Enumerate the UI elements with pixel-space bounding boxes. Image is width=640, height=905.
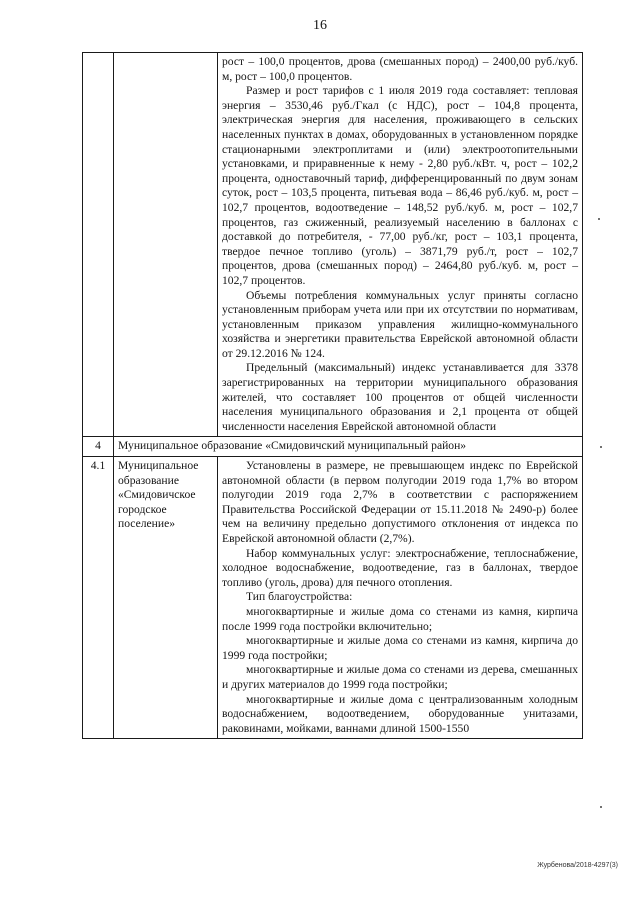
paragraph: Предельный (максимальный) индекс устанавливается для 3378 зарегистрированных на территории муниципального образования жителей, что составляет 100 процентов от общей численности населения муниципального образования и 2,1 процента от общей численности населения Еврейской автономной области bbox=[222, 361, 578, 433]
paragraph: Установлены в размере, не превышающем индекс по Еврейской автономной области (в первом полугодии 2019 года 1,7% во втором полугодии 2019 года 2,7% в соответствии с распоряжением Правительства Российской Федерации от 15.11.2018 № 2490-р) более чем на величину предельно допустимого отклонения от индекса по Еврейской автономной области (2,7%). bbox=[222, 459, 578, 545]
scan-speck bbox=[600, 446, 602, 448]
paragraph: рост – 100,0 процентов, дрова (смешанных пород) – 2400,00 руб./куб. м, рост – 100,0 процентов. bbox=[222, 55, 578, 83]
row-number: 4.1 bbox=[83, 457, 114, 739]
paragraph: Размер и рост тарифов с 1 июля 2019 года составляет: тепловая энергия – 3530,46 руб./Гкал (с НДС), рост – 104,8 процента, электрическая энергия для населения, проживающего в сельских населенных пунктах в домах, оборудованных в установленном порядке стационарными электроплитами и (или) электроотопительными установками, и приравненные к нему - 2,80 руб./кВт. ч, рост – 102,2 процента, одноставочный тариф, дифференцированный по двум зонам суток, рост – 103,5 процента, питьевая вода – 86,46 руб./куб. м, рост – 102,7 процентов, водоотведение – 148,52 руб./куб. м, рост – 102,7 процентов, газ сжиженный, реализуемый населению в баллонах с доставкой до потребителя, - 77,00 руб./кг, рост – 103,1 процента, твердое печное топливо (уголь) – 3871,79 руб./т, рост – 102,7 процентов, дрова (смешанных пород) – 2464,80 руб./куб. м, рост – 102,7 процентов. bbox=[222, 84, 578, 287]
document-footer-code: Журбенова/2018-4297(3) bbox=[537, 862, 618, 869]
scan-speck bbox=[598, 218, 600, 220]
cell-index-text bbox=[218, 457, 583, 739]
paragraph: многоквартирные и жилые дома со стенами из камня, кирпича после 1999 года постройки включительно; bbox=[222, 604, 578, 633]
paragraph: Объемы потребления коммунальных услуг приняты согласно установленным приборам учета или при их отсутствии по нормативам, установленным приказом управления жилищно-коммунального хозяйства и энергетики правительства Еврейской автономной области от 29.12.2016 № 124. bbox=[222, 288, 578, 360]
cell-tariff-text bbox=[218, 53, 583, 437]
table-row-section-4 bbox=[83, 437, 583, 457]
table-row-4-1 bbox=[83, 457, 583, 739]
paragraph: Набор коммунальных услуг: электроснабжение, теплоснабжение, холодное водоснабжение, водоотведение, газ в баллонах, твердое топливо (уголь, дрова) для печного отопления. bbox=[222, 546, 578, 589]
table-row-continuation bbox=[83, 53, 583, 437]
paragraph: многоквартирные и жилые дома с централизованным холодным водоснабжением, водоотведением, оборудованные унитазами, раковинами, мойками, ваннами длиной 1500-1550 bbox=[222, 692, 578, 735]
page-number: 16 bbox=[313, 18, 327, 33]
paragraph: Тип благоустройства: bbox=[246, 590, 353, 604]
paragraph: многоквартирные и жилые дома со стенами из камня, кирпича до 1999 года постройки; bbox=[222, 634, 578, 662]
document-table bbox=[82, 52, 583, 739]
row-number: 4 bbox=[83, 437, 114, 457]
paragraph: многоквартирные и жилые дома со стенами из дерева, смешанных и других материалов до 1999 года постройки; bbox=[222, 663, 578, 691]
scan-speck bbox=[600, 806, 602, 808]
cell-number-empty bbox=[83, 53, 114, 437]
cell-name-empty bbox=[114, 53, 218, 437]
municipality-name: Муниципальное образование «Смидовичское городское поселение» bbox=[114, 457, 218, 739]
section-title: Муниципальное образование «Смидовичский муниципальный район» bbox=[114, 437, 583, 457]
